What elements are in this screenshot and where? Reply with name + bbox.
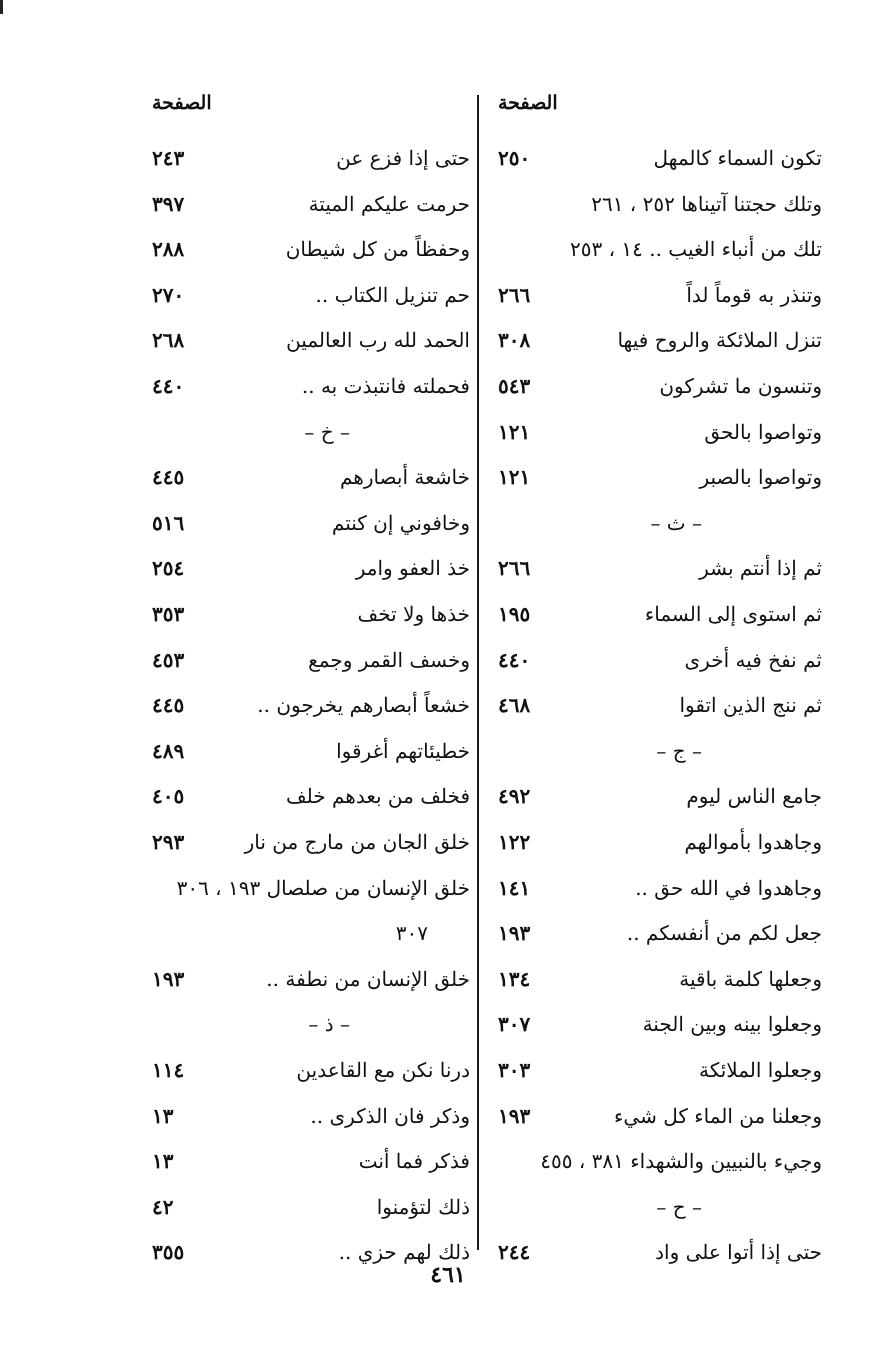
- index-entry: [492, 642, 822, 682]
- entry-text: – خ –: [304, 419, 350, 444]
- entry-page-number: ٤٤٠: [152, 374, 185, 398]
- entry-page-number: ٣٥٥: [152, 1240, 185, 1265]
- entry-page-number: ١٣: [152, 1103, 174, 1128]
- entry-page-number: ٢٤٤: [498, 1240, 531, 1265]
- index-entry: [140, 733, 470, 773]
- entry-page-number: ٣٠٧: [498, 1012, 531, 1037]
- entry-text: ثم استوى إلى السماء: [644, 602, 822, 626]
- entry-text: وجعلنا من الماء كل شيء: [614, 1103, 822, 1128]
- index-entry: [492, 414, 822, 454]
- entry-page-number: ٤٨٩: [152, 738, 185, 763]
- entry-text: ثم إذا أنتم بشر: [699, 556, 822, 581]
- entry-text: تكون السماء كالمهل: [653, 146, 822, 170]
- entry-text: خلق الإنسان من نطفة ..: [266, 966, 470, 991]
- entry-text: وتواصوا بالحق: [704, 419, 822, 444]
- entry-text: وجعلوا بينه وبين الجنة: [642, 1012, 822, 1037]
- entry-text: – ث –: [650, 510, 702, 535]
- entry-page-number: ٢٦٨: [152, 328, 185, 353]
- section-letter-heading: [140, 1006, 470, 1046]
- entry-text: وخافوني إن كنتم: [331, 510, 470, 535]
- entry-page-number: ١٩٥: [498, 602, 531, 626]
- entry-page-number: ٥١٦: [152, 510, 185, 535]
- index-entry: [140, 1098, 470, 1138]
- page-number: ٤٦١: [430, 1262, 466, 1288]
- entry-page-number: ١٩٣: [498, 1103, 531, 1128]
- entry-text: درنا نكن مع القاعدين: [296, 1058, 470, 1082]
- entry-page-number: ١٤١: [498, 875, 531, 900]
- column-divider: [477, 95, 479, 1250]
- index-entry: [492, 915, 822, 955]
- entry-page-number: ٤٤٠: [498, 647, 531, 672]
- entry-text: وجاهدوا بأموالهم: [684, 830, 822, 854]
- entry-text: وتنسون ما تشركون: [659, 374, 822, 398]
- index-entry: [140, 961, 470, 1001]
- entry-page-number: ١٢١: [498, 465, 531, 490]
- index-entry: [140, 778, 470, 818]
- entry-text: خشعاً أبصارهم يخرجون ..: [257, 693, 470, 718]
- section-letter-heading: [140, 414, 470, 454]
- index-entry: [492, 368, 822, 408]
- entry-text: وجعلها كلمة باقية: [679, 966, 822, 991]
- entry-page-number: ٣٥٣: [152, 602, 185, 626]
- index-entry: [140, 870, 470, 910]
- index-entry: [140, 1189, 470, 1229]
- index-entry: [140, 140, 470, 180]
- index-entry: [140, 186, 470, 226]
- entry-text: خلق الجان من مارج من نار: [244, 830, 470, 854]
- entry-page-number: ٥٤٣: [498, 374, 531, 398]
- entry-text: خذ العفو وامر: [355, 556, 470, 581]
- index-entry: [140, 505, 470, 545]
- entry-text: حرمت عليكم الميتة: [308, 191, 470, 216]
- entry-page-number: ٤٤٥: [152, 465, 185, 490]
- index-entry: [140, 231, 470, 271]
- entry-text: خاشعة أبصارهم: [339, 465, 470, 490]
- index-entry: [492, 961, 822, 1001]
- entry-text: ذلك لتؤمنوا: [376, 1194, 470, 1219]
- page-column-header: الصفحة: [152, 92, 212, 114]
- entry-text: حتى إذا فزع عن: [336, 146, 470, 170]
- index-entry: [492, 596, 822, 636]
- entry-text: وحفظاً من كل شيطان: [285, 237, 470, 262]
- entry-text: فحملته فانتبذت به ..: [301, 374, 470, 398]
- entry-text: – ذ –: [308, 1012, 350, 1037]
- entry-text: وجعلوا الملائكة: [698, 1058, 822, 1082]
- entry-page-number: ٣٩٧: [152, 191, 185, 216]
- index-entry: [140, 915, 470, 955]
- entry-text: فخلف من بعدهم خلف: [285, 784, 470, 809]
- entry-page-number: ١٩٣: [498, 921, 531, 946]
- entry-page-number: ٤٤٥: [152, 693, 185, 718]
- index-entry: [140, 322, 470, 362]
- entry-page-number: ١١٤: [152, 1058, 185, 1082]
- index-entry: [492, 322, 822, 362]
- entry-page-number: ٢٤٣: [152, 146, 185, 170]
- index-entry: [492, 1143, 822, 1183]
- entry-text: تنزل الملائكة والروح فيها: [617, 328, 822, 353]
- entry-page-number: ٣٠٣: [498, 1058, 531, 1082]
- entry-text: – ج –: [656, 738, 702, 763]
- entry-page-number: ٢٦٦: [498, 282, 531, 307]
- index-entry: [492, 231, 822, 271]
- entry-page-number: ٤٠٥: [152, 784, 185, 809]
- entry-page-number: ٣٠٨: [498, 328, 531, 353]
- scan-edge-mark: [0, 0, 3, 14]
- entry-text: حم تنزيل الكتاب ..: [315, 282, 470, 307]
- entry-text: الحمد لله رب العالمين: [286, 328, 470, 353]
- index-entry: [140, 824, 470, 864]
- entry-page-number: ٤٩٢: [498, 784, 531, 809]
- index-entry: [140, 1052, 470, 1092]
- entry-text: ثم ننج الذين اتقوا: [679, 693, 822, 718]
- page-column-header: الصفحة: [498, 92, 558, 114]
- index-entry: [492, 824, 822, 864]
- entry-text: فذكر فما أنت: [358, 1149, 470, 1174]
- entry-page-number: ٢٥٠: [498, 146, 531, 170]
- entry-text: وجيء بالنبيين والشهداء ٣٨١ ، ٤٥٥: [540, 1149, 822, 1174]
- entry-text: – ح –: [656, 1194, 702, 1219]
- section-letter-heading: [492, 1189, 822, 1229]
- section-letter-heading: [492, 733, 822, 773]
- entry-text: ٣٠٧: [395, 921, 428, 946]
- index-entry: [492, 277, 822, 317]
- index-entry: [140, 368, 470, 408]
- entry-text: وجاهدوا في الله حق ..: [635, 875, 822, 900]
- index-entry: [492, 1098, 822, 1138]
- entry-page-number: ٤٢: [152, 1194, 174, 1219]
- entry-text: جعل لكم من أنفسكم ..: [626, 921, 822, 946]
- index-entry: [492, 687, 822, 727]
- index-entry: [492, 459, 822, 499]
- index-entry: [492, 778, 822, 818]
- index-entry: [140, 642, 470, 682]
- entry-page-number: ٢٥٤: [152, 556, 185, 581]
- entry-text: خذها ولا تخف: [357, 602, 470, 626]
- entry-text: وتنذر به قوماً لداً: [686, 282, 822, 307]
- index-entry: [140, 277, 470, 317]
- entry-page-number: ١٢٢: [498, 830, 531, 854]
- entry-page-number: ١٩٣: [152, 966, 185, 991]
- entry-page-number: ١٣٤: [498, 966, 531, 991]
- index-entry: [140, 596, 470, 636]
- entry-page-number: ٢٨٨: [152, 237, 185, 262]
- entry-page-number: ٤٥٣: [152, 647, 185, 672]
- entry-text: وتلك حجتنا آتيناها ٢٥٢ ، ٢٦١: [591, 191, 822, 216]
- entry-text: ثم نفخ فيه أخرى: [684, 647, 822, 672]
- entry-text: ذلك لهم حزي ..: [338, 1240, 470, 1265]
- section-letter-heading: [492, 505, 822, 545]
- entry-text: خطيئاتهم أغرقوا: [336, 738, 470, 763]
- entry-text: وتواصوا بالصبر: [699, 465, 822, 490]
- entry-text: وذكر فان الذكرى ..: [310, 1103, 470, 1128]
- index-entry: [140, 1143, 470, 1183]
- entry-text: جامع الناس ليوم: [686, 784, 822, 809]
- entry-text: خلق الإنسان من صلصال ١٩٣ ، ٣٠٦: [176, 875, 470, 900]
- entry-page-number: ١٣: [152, 1149, 174, 1174]
- index-entry: [492, 1052, 822, 1092]
- entry-page-number: ١٢١: [498, 419, 531, 444]
- entry-text: وخسف القمر وجمع: [308, 647, 470, 672]
- entry-page-number: ٤٦٨: [498, 693, 531, 718]
- entry-text: تلك من أنباء الغيب .. ١٤ ، ٢٥٣: [569, 237, 822, 262]
- entry-text: حتى إذا أتوا على واد: [655, 1240, 822, 1265]
- index-entry: [140, 687, 470, 727]
- entry-page-number: ٢٦٦: [498, 556, 531, 581]
- index-entry: [140, 550, 470, 590]
- index-entry: [492, 870, 822, 910]
- index-entry: [492, 550, 822, 590]
- entry-page-number: ٢٩٣: [152, 830, 185, 854]
- index-entry: [140, 459, 470, 499]
- index-entry: [492, 140, 822, 180]
- index-entry: [492, 1006, 822, 1046]
- index-entry: [492, 186, 822, 226]
- entry-page-number: ٢٧٠: [152, 282, 185, 307]
